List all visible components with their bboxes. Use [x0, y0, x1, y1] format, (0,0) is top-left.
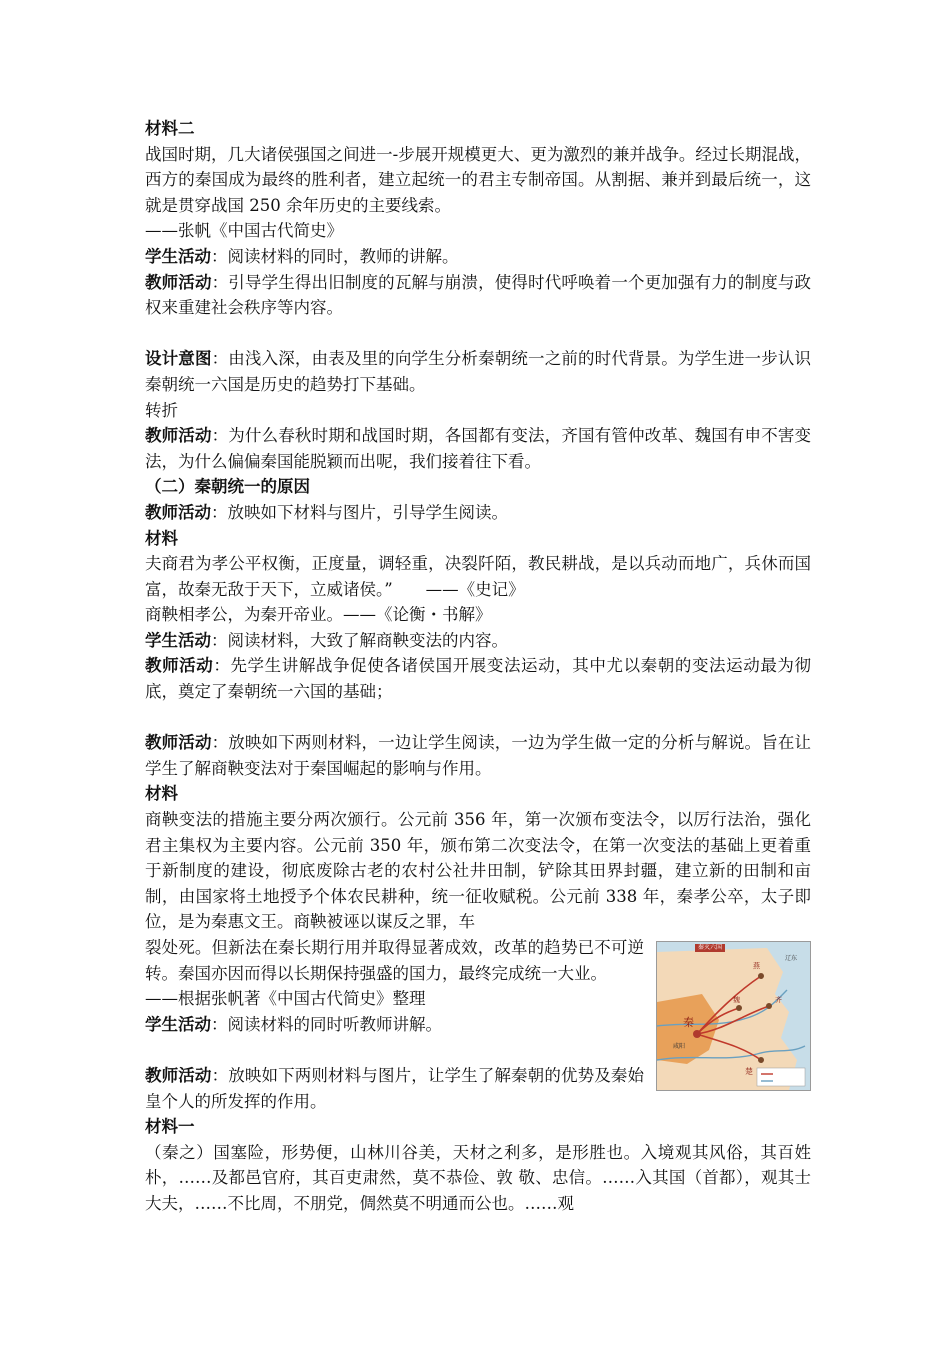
teacher-activity-3: [145, 500, 811, 526]
spacer: [145, 321, 811, 347]
design-intent: [145, 346, 811, 397]
quote-lunheng: 商鞅相孝公，为秦开帝业。——《论衡・书解》: [145, 605, 492, 625]
label: 教师活动: [145, 502, 211, 522]
label-qin: 秦: [683, 1016, 694, 1029]
text: ：阅读材料的同时，教师的讲解。: [211, 246, 459, 266]
label-xianyang: 咸阳: [673, 1043, 686, 1050]
label: 教师活动: [145, 272, 212, 292]
label: 学生活动: [145, 246, 211, 266]
text: ：先学生讲解战争促使各诸侯国开展变法运动，其中尤以秦朝的变法运动最为彻底，奠定了秦朝统一六国的基础；: [145, 656, 812, 702]
quote-shiji: 夫商君为孝公平权衡，正度量，调轻重，决裂阡陌，教民耕战，是以兵动而地广，兵休而国富，故秦无敌于天下，立威诸侯。” ——《史记》: [145, 554, 811, 599]
label: 设计意图: [145, 349, 212, 369]
text: ：为什么春秋时期和战国时期，各国都有变法，齐国有管仲改革、魏国有申不害变法，为什么偏偏秦国能脱颖而出呢，我们接着往下看。: [145, 426, 812, 471]
city-marker: [766, 1003, 772, 1009]
map-title: 秦灭六国: [695, 944, 725, 952]
teacher-activity-2: [145, 423, 811, 474]
label-chu: 楚: [745, 1067, 753, 1076]
material-title: 材料: [145, 528, 178, 548]
label-wei: 魏: [733, 996, 740, 1004]
city-marker: [758, 1057, 764, 1063]
student-activity-2: [145, 628, 811, 654]
label: 教师活动: [145, 426, 212, 446]
text: ：引导学生得出旧制度的瓦解与崩溃，使得时代呼唤着一个更加强有力的制度与政权来重建社会秩序等内容。: [145, 272, 812, 318]
text: ：放映如下两则材料与图片，让学生了解秦朝的优势及秦始皇个人的所发挥的作用。: [145, 1065, 645, 1111]
label-qi: 齐: [775, 996, 782, 1004]
capital-marker: [693, 1030, 701, 1038]
teacher-activity-4: [145, 653, 811, 704]
label-liaodong: 辽东: [785, 955, 798, 962]
material-2-title: 材料二: [145, 119, 195, 138]
text: ：放映如下两则材料，一边让学生阅读，一边为学生做一定的分析与解说。旨在让学生了解商鞅变法对于秦国崛起的影响与作用。: [145, 733, 812, 778]
material-source: ——根据张帆著《中国古代简史》整理: [145, 989, 426, 1009]
material-2-source: ——张帆《中国古代简史》: [145, 221, 343, 241]
map-graphic: [657, 942, 810, 1090]
qin-unification-map: [656, 941, 811, 1091]
material-2-text: 战国时期，几大诸侯强国之间进一-步展开规模更大、更为激烈的兼并战争。经过长期混战，西方的秦国成为最终的胜利者，建立起统一的君主专制帝国。从割据、兼并到最后统一，这就是贯穿战国 250 余年历史的主要线索。: [145, 144, 811, 215]
material-title: 材料: [145, 784, 178, 804]
label: 学生活动: [145, 1014, 211, 1034]
teacher-activity-5: [145, 730, 811, 781]
label: 教师活动: [145, 656, 214, 676]
section-heading: （二）秦朝统一的原因: [145, 477, 310, 497]
text: ：由浅入深，由表及里的向学生分析秦朝统一之前的时代背景。为学生进一步认识秦朝统一六国是历史的趋势打下基础。: [145, 349, 812, 394]
material-1-title: 材料一: [145, 1117, 195, 1137]
document-page: [145, 116, 811, 1217]
text: ：放映如下材料与图片，引导学生阅读。: [211, 502, 508, 522]
reform-text-cont: 裂处死。但新法在秦长期行用并取得显著成效，改革的趋势已不可逆转。秦国亦因而得以长期保持强盛的国力，最终完成统一大业。: [145, 938, 644, 983]
material-1-text: （秦之）国塞险，形势便，山林川谷美，天材之利多，是形胜也。入境观其风俗，其百姓朴，……及都邑官府，其百吏肃然，莫不恭俭、敦 敬、忠信。……入其国（首都），观其士大夫，……不比周，不朋党，倜然莫不明通而公也。……观: [145, 1142, 811, 1213]
reform-text: 商鞅变法的措施主要分两次颁行。公元前 356 年，第一次颁布变法令，以厉行法治，强化君主集权为主要内容。公元前 350 年，颁布第二次变法令，在第一次变法的基础上更着重于新制度的建设，彻底废除古老的农村公社井田制，铲除其田界封疆，建立新的田制和亩制，由国家将土地授予个体农民耕种，统一征收赋税。公元前 338 年，秦孝公卒，太子即位，是为秦惠文王。商鞅被诬以谋反之罪，车: [145, 810, 811, 932]
city-marker: [758, 973, 764, 979]
label: 教师活动: [145, 733, 212, 753]
text: ：阅读材料的同时听教师讲解。: [211, 1014, 442, 1034]
legend-box: [757, 1068, 805, 1086]
city-marker: [736, 1005, 742, 1011]
transition-label: 转折: [145, 400, 178, 420]
text: ：阅读材料，大致了解商鞅变法的内容。: [211, 630, 508, 650]
label: 教师活动: [145, 1065, 212, 1085]
spacer: [145, 705, 811, 731]
teacher-activity-1: [145, 270, 811, 321]
label-yan: 燕: [753, 962, 760, 970]
label: 学生活动: [145, 630, 211, 650]
student-activity-1: [145, 244, 811, 270]
